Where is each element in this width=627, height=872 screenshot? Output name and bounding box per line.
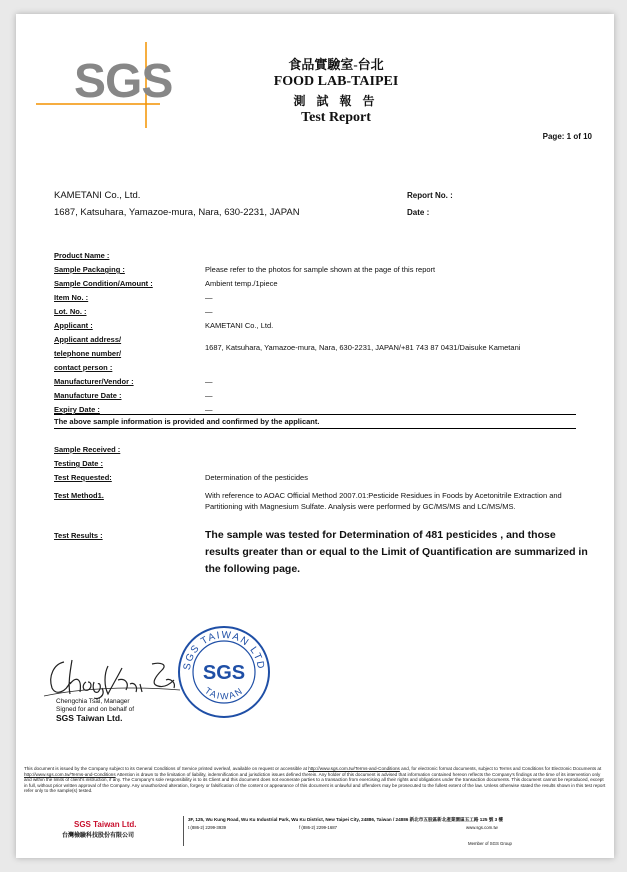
- separator-bottom: [54, 428, 576, 429]
- test-requested-label: Test Requested:: [54, 473, 112, 482]
- provided-note: The above sample information is provided and confirmed by the applicant.: [54, 417, 320, 426]
- handwritten-signature: [42, 654, 182, 700]
- page-number: Page: 1 of 10: [542, 132, 592, 141]
- sgs-logo-text: SGS: [74, 55, 173, 108]
- footer-company-cn: 台灣檢驗科技股份有限公司: [62, 833, 135, 839]
- sample-condition-label: Sample Condition/Amount :: [54, 279, 153, 288]
- separator-top: [54, 414, 576, 415]
- signer-company: SGS Taiwan Ltd.: [56, 713, 123, 723]
- footer-company: SGS Taiwan Ltd.: [74, 820, 137, 829]
- manufacture-date-label: Manufacture Date :: [54, 391, 122, 400]
- stamp-bottom-text: TAIWAN: [202, 685, 246, 702]
- test-requested-value: Determination of the pesticides: [205, 473, 308, 482]
- sample-received-label: Sample Received :: [54, 445, 121, 454]
- disclaimer-part2: and, for electronic format documents, subject to Terms and Conditions for Electronic Documents at: [401, 766, 602, 771]
- signer-name: Chengchia Tsai, Manager: [56, 698, 130, 705]
- stamp-top-text: SGS TAIWAN LTD: [181, 629, 267, 671]
- report-no-label: Report No. :: [407, 191, 453, 200]
- footer-telephone: t (886-2) 2299-3939: [188, 825, 226, 830]
- sample-packaging-label: Sample Packaging :: [54, 265, 125, 274]
- contact-value: 1687, Katsuhara, Yamazoe-mura, Nara, 630-2231, JAPAN/+81 743 87 0431/Daisuke Kametani: [205, 343, 521, 352]
- sample-packaging-value: Please refer to the photos for sample shown at the page of this report: [205, 265, 436, 274]
- contact-label-line1: Applicant address/: [54, 335, 122, 344]
- product-name-label: Product Name :: [54, 251, 110, 260]
- client-name: KAMETANI Co., Ltd.: [54, 190, 141, 201]
- item-no-value: —: [205, 293, 213, 302]
- footer-member: Member of SGS Group: [468, 841, 512, 846]
- report-title-cn: 測 試 報 告: [293, 94, 379, 108]
- report-title-en: Test Report: [301, 110, 371, 125]
- footer-address: 3F, 125, Wu Kung Road, Wu Ku Industrial Park, Wu Ku District, New Taipei City, 24886, Taiwan / 24886 新北市五股區新北產業園區五工路 125 號 3 樓: [188, 817, 503, 822]
- contact-label-line3: contact person :: [54, 363, 113, 372]
- applicant-value: KAMETANI Co., Ltd.: [205, 321, 274, 330]
- test-results-label: Test Results :: [54, 531, 103, 540]
- expiry-date-value: —: [205, 405, 213, 414]
- lab-title-en: FOOD LAB-TAIPEI: [273, 74, 399, 89]
- disclaimer-part3: Attention is drawn to the limitation of liability, indemnification and jurisdiction issues defined therein. Any holder of this document is advised that information contained hereon reflects the Company's findings at the time of its intervention only and within the limits of client's instruction, if any. The Company's sole responsibility is to its Client and this document does not exonerate parties to a transaction from exercising all their rights and obligations under the transaction documents. This document cannot be reproduced, except in full, without prior written approval of the Company. Any unauthorized alteration, forgery or falsification of the content or appearance of this document is unlawful and offenders may be prosecuted to the fullest extent of the law. Unless otherwise stated the results shown in this test report refer only to the sample(s) tested.: [24, 771, 606, 794]
- manufacturer-label: Manufacturer/Vendor :: [54, 377, 134, 386]
- test-method-label: Test Method1.: [54, 491, 104, 500]
- client-address: 1687, Katsuhara, Yamazoe-mura, Nara, 630-2231, JAPAN: [54, 207, 300, 218]
- footer-divider: [183, 816, 184, 846]
- lot-no-label: Lot. No. :: [54, 307, 87, 316]
- sgs-taiwan-stamp: [176, 624, 272, 720]
- terms-link-2[interactable]: http://www.sgs.com.tw/Terms-and-Conditions: [24, 771, 116, 777]
- legal-disclaimer: [24, 766, 606, 794]
- test-method-value: With reference to AOAC Official Method 2007.01:Pesticide Residues in Foods by Acetonitrile Extraction and Partitioning with Magnesium Sulfate. Analysis were performed by GC/MS/MS and LC/MS/MS.: [205, 491, 562, 511]
- signer-on-behalf: Signed for and on behalf of: [56, 706, 135, 713]
- lab-title-cn: 食品實驗室-台北: [288, 57, 384, 72]
- terms-link-1[interactable]: http://www.sgs.com.tw/Terms-and-Conditions: [308, 766, 400, 771]
- manufacturer-value: —: [205, 377, 213, 386]
- lot-no-value: —: [205, 307, 213, 316]
- contact-label-line2: telephone number/: [54, 349, 122, 358]
- expiry-date-label: Expiry Date :: [54, 405, 100, 414]
- stamp-center-text: SGS: [202, 662, 246, 684]
- disclaimer-part1: This document is issued by the Company subject to its General Conditions of Service printed overleaf, available on request or accessible at: [24, 766, 307, 771]
- footer-website[interactable]: www.sgs.com.tw: [466, 825, 498, 830]
- manufacture-date-value: —: [205, 391, 213, 400]
- test-results-value: The sample was tested for Determination of 481 pesticides , and those results greater than or equal to the Limit of Quantification are summarized in the following page.: [205, 529, 588, 575]
- testing-date-label: Testing Date :: [54, 459, 104, 468]
- footer-fax: f (886-2) 2299-1687: [299, 825, 337, 830]
- applicant-label: Applicant :: [54, 321, 93, 330]
- sample-condition-value: Ambient temp./1piece: [205, 279, 278, 288]
- report-date-label: Date :: [407, 208, 430, 217]
- report-page: [16, 14, 614, 858]
- item-no-label: Item No. :: [54, 293, 89, 302]
